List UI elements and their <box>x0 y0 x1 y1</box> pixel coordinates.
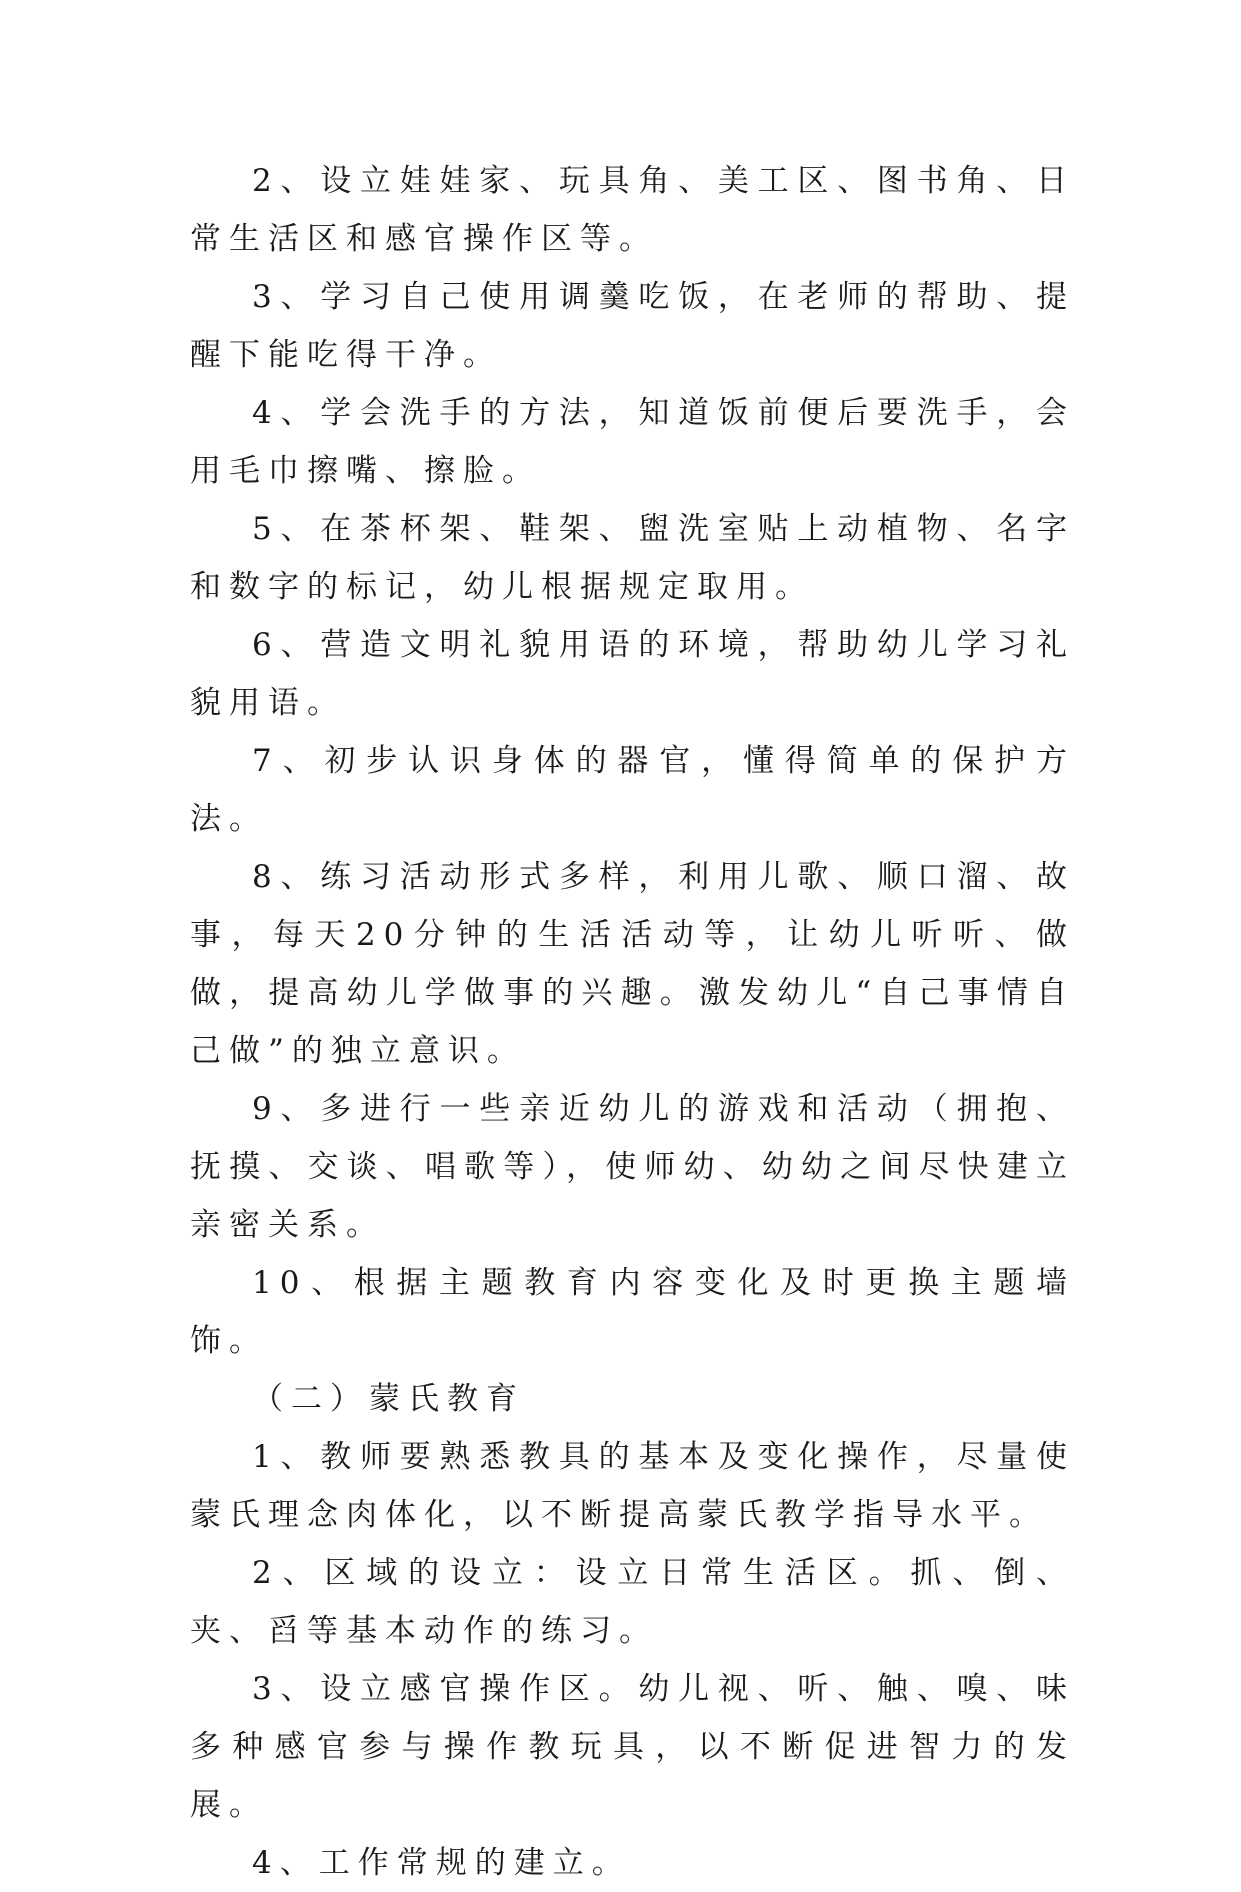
section-paragraph-1: 1、教师要熟悉教具的基本及变化操作，尽量使蒙氏理念肉体化，以不断提高蒙氏教学指导水平。 <box>190 1439 1075 1533</box>
paragraph-item-6: 6、营造文明礼貌用语的环境，帮助幼儿学习礼貌用语。 <box>190 627 1075 721</box>
paragraph-item-3: 3、学习自己使用调羹吃饭，在老师的帮助、提醒下能吃得干净。 <box>190 279 1075 373</box>
paragraph-item-10: 10、根据主题教育内容变化及时更换主题墙饰。 <box>190 1265 1075 1359</box>
section-paragraph-2: 2、区域的设立：设立日常生活区。抓、倒、夹、舀等基本动作的练习。 <box>190 1555 1075 1649</box>
paragraph-item-9: 9、多进行一些亲近幼儿的游戏和活动（拥抱、抚摸、交谈、唱歌等），使师幼、幼幼之间尽快建立亲密关系。 <box>190 1091 1075 1243</box>
paragraph-item-7: 7、初步认识身体的器官，懂得简单的保护方法。 <box>190 743 1075 837</box>
paragraph-item-8: 8、练习活动形式多样，利用儿歌、顺口溜、故事，每天20分钟的生活活动等，让幼儿听听、做做，提高幼儿学做事的兴趣。激发幼儿“自己事情自己做”的独立意识。 <box>190 859 1075 1069</box>
section-heading: （二）蒙氏教育 <box>252 1381 525 1417</box>
section-paragraph-4: 4、工作常规的建立。 <box>252 1845 631 1881</box>
section-paragraph-3: 3、设立感官操作区。幼儿视、听、触、嗅、味多种感官参与操作教玩具，以不断促进智力的发展。 <box>190 1671 1075 1823</box>
paragraph-item-4: 4、学会洗手的方法，知道饭前便后要洗手，会用毛巾擦嘴、擦脸。 <box>190 395 1075 489</box>
paragraph-item-5: 5、在茶杯架、鞋架、盥洗室贴上动植物、名字和数字的标记，幼儿根据规定取用。 <box>190 511 1075 605</box>
paragraph-item-2: 2、设立娃娃家、玩具角、美工区、图书角、日常生活区和感官操作区等。 <box>190 163 1075 257</box>
document-page <box>190 152 1075 1892</box>
